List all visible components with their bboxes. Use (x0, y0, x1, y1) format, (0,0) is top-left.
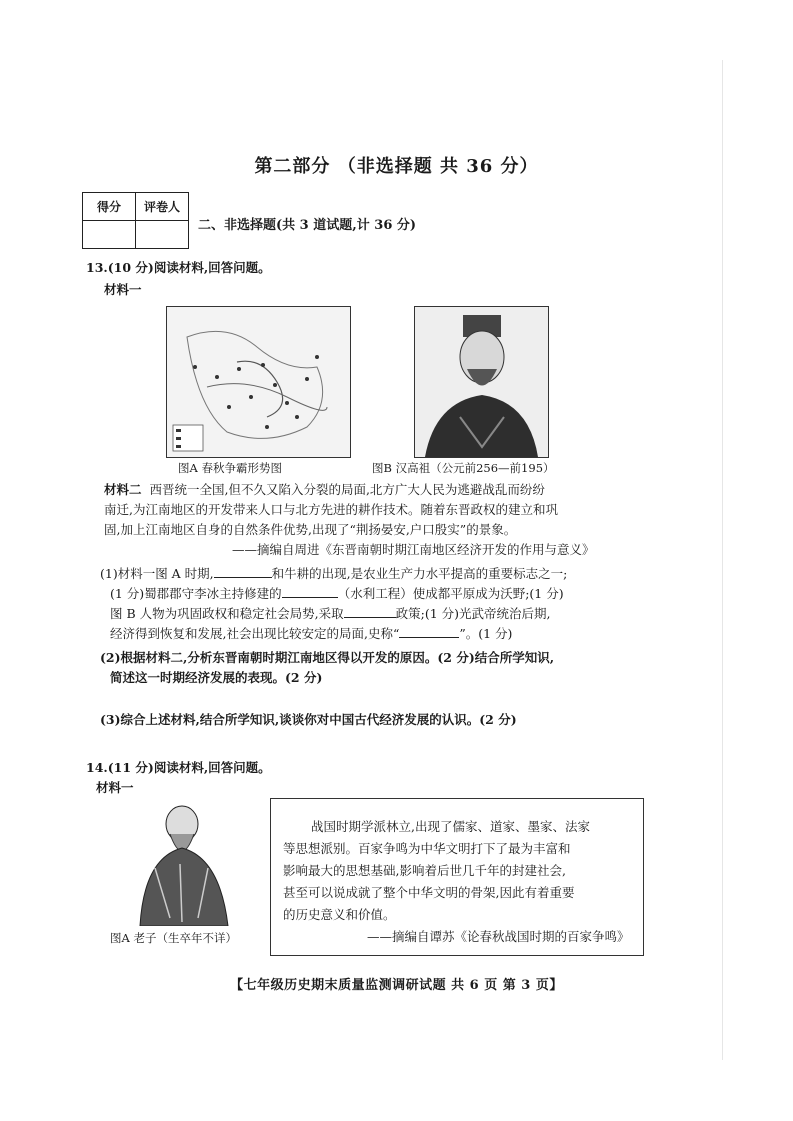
material2-line3: 固,加上江南地区自身的自然条件优势,出现了“荆扬晏安,户口殷实”的景象。 (104, 522, 517, 537)
grader-header: 评卷人 (136, 193, 189, 221)
q14-material1-label: 材料一 (96, 780, 134, 795)
q13-p3: (3)综合上述材料,结合所学知识,谈谈你对中国古代经济发展的认识。(2 分) (100, 712, 517, 727)
q13-p1-e: 图 B 人物为巩固政权和稳定社会局势,采取 (110, 606, 344, 621)
answer-blank-2[interactable] (282, 597, 338, 598)
q13-p1-f: 政策;(1 分)光武帝统治后期, (395, 606, 551, 621)
quote-source: ——摘编自谭苏《论春秋战国时期的百家争鸣》 (367, 929, 630, 944)
q13-material1-label: 材料一 (104, 282, 142, 297)
material2-line1: 西晋统一全国,但不久又陷入分裂的局面,北方广大人民为逃避战乱而纷纷 (149, 482, 545, 497)
part-title: 第二部分 （非选择题 共 36 分） (254, 156, 539, 177)
spring-autumn-map-image (166, 306, 351, 458)
q13-p1-c: (1 分)蜀郡郡守李冰主持修建的 (110, 586, 282, 601)
q13-material2-label: 材料二 (104, 482, 142, 497)
score-cell[interactable] (83, 221, 136, 249)
q13-p2-line2: 简述这一时期经济发展的表现。(2 分) (110, 670, 323, 685)
q14-quote-box (270, 798, 644, 956)
material2-source: ——摘编自周进《东晋南朝时期江南地区经济开发的作用与意义》 (232, 542, 595, 557)
q13-p2-line1: (2)根据材料二,分析东晋南朝时期江南地区得以开发的原因。(2 分)结合所学知识, (100, 650, 555, 665)
q13-fig-b-caption: 图B 汉高祖（公元前256—前195） (372, 461, 555, 475)
q14-stem: 14.(11 分)阅读材料,回答问题。 (86, 760, 271, 775)
q14-fig-a-caption: 图A 老子（生卒年不详） (110, 931, 237, 945)
page-footer: 【七年级历史期末质量监测调研试题 共 6 页 第 3 页】 (230, 978, 563, 993)
laozi-image (120, 798, 250, 926)
map-drawing (167, 307, 350, 457)
portrait-drawing (415, 307, 548, 457)
section-heading: 二、非选择题(共 3 道试题,计 36 分) (198, 218, 417, 233)
q13-p1-g: 经济得到恢复和发展,社会出现比较安定的局面,史称“ (110, 626, 400, 641)
quote-line5: 的历史意义和价值。 (283, 907, 396, 922)
q13-fig-a-caption: 图A 春秋争霸形势图 (178, 461, 282, 475)
page-edge-line (722, 60, 723, 1060)
q13-stem: 13.(10 分)阅读材料,回答问题。 (86, 260, 271, 275)
score-header: 得分 (83, 193, 136, 221)
quote-line3: 影响最大的思想基础,影响着后世几千年的封建社会, (283, 863, 566, 878)
material2-line2: 南迁,为江南地区的开发带来人口与北方先进的耕作技术。随着东晋政权的建立和巩 (104, 502, 558, 517)
q13-p1-d: （水利工程）使成都平原成为沃野;(1 分) (337, 586, 564, 601)
quote-line1: 战国时期学派林立,出现了儒家、道家、墨家、法家 (311, 819, 590, 834)
score-table (82, 192, 189, 249)
quote-line4: 甚至可以说成就了整个中华文明的骨架,因此有着重要 (283, 885, 575, 900)
quote-line2: 等思想派别。百家争鸣为中华文明打下了最为丰富和 (283, 841, 571, 856)
grader-cell[interactable] (136, 221, 189, 249)
han-gaozu-portrait-image (414, 306, 549, 458)
q13-p1-h: ”。(1 分) (459, 626, 513, 641)
answer-blank-3[interactable] (344, 617, 396, 618)
laozi-drawing (120, 798, 250, 926)
q13-p1-a: (1)材料一图 A 时期, (100, 566, 214, 581)
answer-blank-4[interactable] (399, 637, 459, 638)
answer-blank-1[interactable] (214, 577, 272, 578)
q13-p1-b: 和牛耕的出现,是农业生产力水平提高的重要标志之一; (271, 566, 568, 581)
